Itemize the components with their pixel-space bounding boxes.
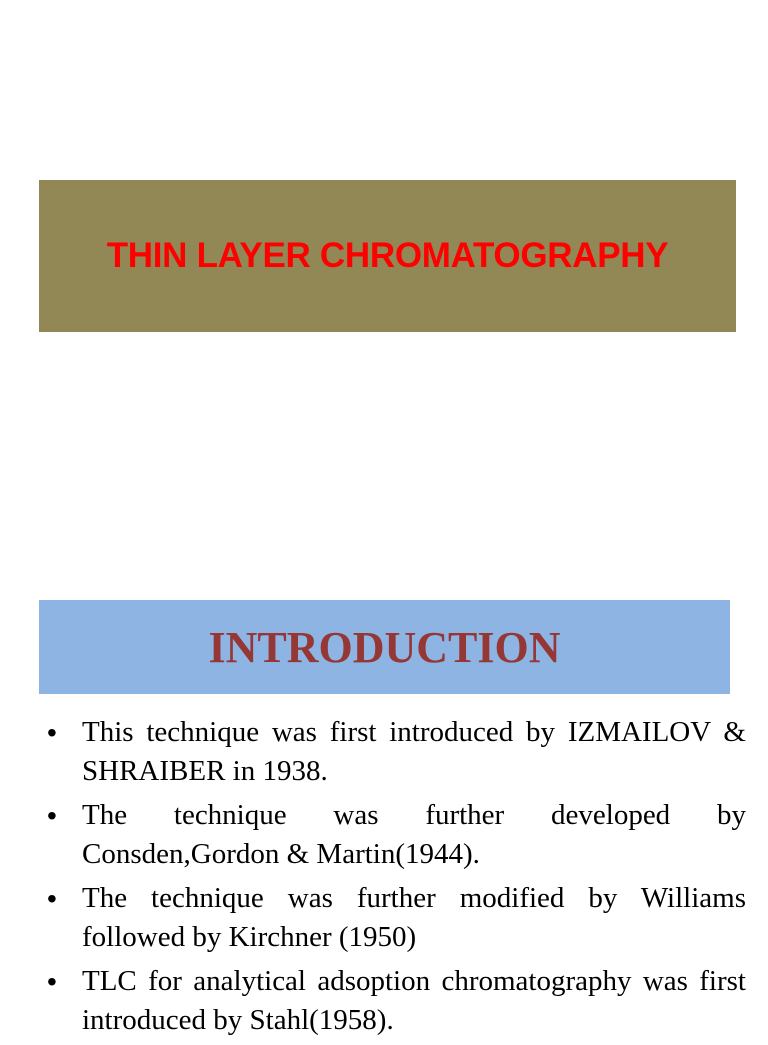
bullet-dot-icon: •: [47, 800, 57, 831]
section-heading-banner: [39, 600, 730, 694]
bullet-text: This technique was first introduced by IZMAILOV & SHRAIBER in 1938.: [82, 716, 746, 787]
bullet-item: [47, 962, 746, 1040]
bullet-dot-icon: •: [47, 966, 57, 997]
bullet-item: [47, 879, 746, 957]
bullet-text: The technique was further modified by Williams followed by Kirchner (1950): [82, 882, 746, 953]
bullet-dot-icon: •: [47, 883, 57, 914]
slide-title: THIN LAYER CHROMATOGRAPHY: [106, 236, 669, 275]
bullet-item: [47, 713, 746, 791]
bullet-list: [47, 713, 746, 1045]
bullet-item: [47, 796, 746, 874]
section-heading: INTRODUCTION: [208, 622, 561, 672]
bullet-text: TLC for analytical adsoption chromatography was first introduced by Stahl(1958).: [82, 965, 746, 1036]
title-banner: [39, 180, 736, 332]
bullet-text: The technique was further developed by Consden,Gordon & Martin(1944).: [82, 799, 746, 870]
bullet-dot-icon: •: [47, 717, 57, 748]
